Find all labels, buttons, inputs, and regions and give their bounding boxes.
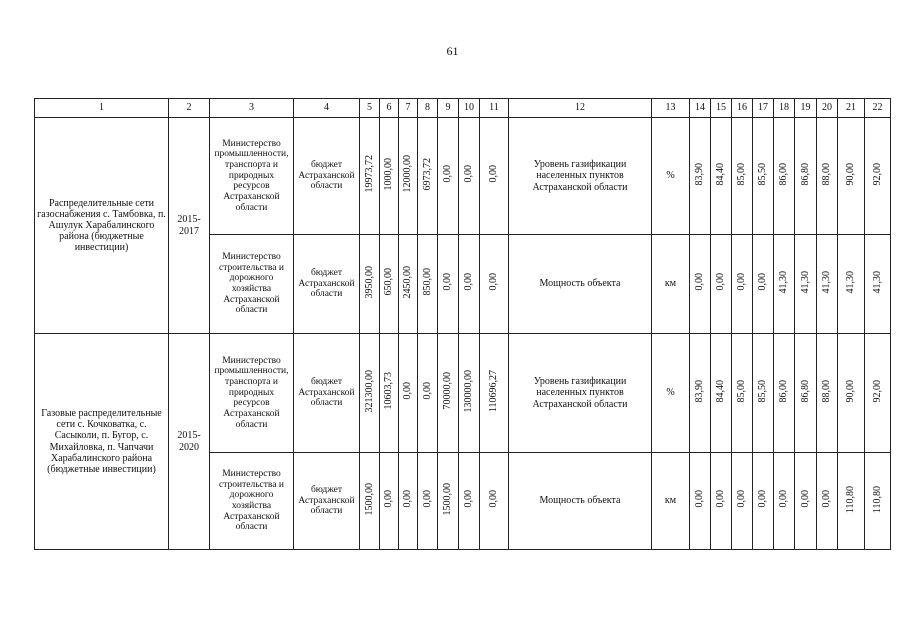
ministry-cell: Министерство промышленности, транспорта и природных ресурсов Астраханской области <box>210 334 294 453</box>
value-cell: 85,00 <box>732 334 753 453</box>
column-header: 20 <box>817 99 838 118</box>
unit-cell: % <box>652 118 690 235</box>
column-header: 6 <box>380 99 399 118</box>
finance-cell: 0,00 <box>418 453 438 550</box>
finance-cell: 3950,00 <box>360 235 380 334</box>
value-cell: 0,00 <box>774 453 795 550</box>
column-header: 2 <box>169 99 210 118</box>
finance-cell: 110696,27 <box>480 334 509 453</box>
value-cell: 41,30 <box>838 235 865 334</box>
column-header: 8 <box>418 99 438 118</box>
value-cell: 110,80 <box>865 453 891 550</box>
column-header: 1 <box>35 99 169 118</box>
value-cell: 0,00 <box>732 235 753 334</box>
value-cell: 0,00 <box>795 453 817 550</box>
value-cell: 86,80 <box>795 334 817 453</box>
value-cell: 0,00 <box>753 235 774 334</box>
indicator-cell: Уровень газификации населенных пунктов Астраханской области <box>509 334 652 453</box>
value-cell: 41,30 <box>817 235 838 334</box>
table-row <box>35 334 891 453</box>
finance-cell: 1000,00 <box>380 118 399 235</box>
column-header: 4 <box>294 99 360 118</box>
value-cell: 92,00 <box>865 118 891 235</box>
program-table <box>34 98 891 550</box>
indicator-cell: Уровень газификации населенных пунктов Астраханской области <box>509 118 652 235</box>
finance-cell: 70000,00 <box>438 334 459 453</box>
value-cell: 110,80 <box>838 453 865 550</box>
unit-cell: % <box>652 334 690 453</box>
value-cell: 41,30 <box>774 235 795 334</box>
column-header: 22 <box>865 99 891 118</box>
ministry-cell: Министерство строительства и дорожного хозяйства Астраханской области <box>210 235 294 334</box>
indicator-cell: Мощность объекта <box>509 453 652 550</box>
value-cell: 90,00 <box>838 118 865 235</box>
column-header: 18 <box>774 99 795 118</box>
finance-cell: 19973,72 <box>360 118 380 235</box>
value-cell: 0,00 <box>732 453 753 550</box>
value-cell: 88,00 <box>817 118 838 235</box>
column-header: 5 <box>360 99 380 118</box>
value-cell: 92,00 <box>865 334 891 453</box>
value-cell: 84,40 <box>711 118 732 235</box>
value-cell: 86,00 <box>774 118 795 235</box>
column-header: 16 <box>732 99 753 118</box>
finance-cell: 6973,72 <box>418 118 438 235</box>
object-name: Распределительные сети газоснабжения с. Тамбовка, п. Ашулук Харабалинского района (бюджетные инвестиции) <box>35 118 169 334</box>
value-cell: 83,90 <box>690 118 711 235</box>
budget-source: бюджет Астраханской области <box>294 334 360 453</box>
value-cell: 85,00 <box>732 118 753 235</box>
value-cell: 83,90 <box>690 334 711 453</box>
budget-source: бюджет Астраханской области <box>294 235 360 334</box>
value-cell: 85,50 <box>753 334 774 453</box>
finance-cell: 0,00 <box>418 334 438 453</box>
finance-cell: 0,00 <box>459 118 480 235</box>
object-name: Газовые распределительные сети с. Кочковатка, с. Сасыколи, п. Бугор, с. Михайловка, п. Чапчачи Харабалинского района (бюджетные инвестиции) <box>35 334 169 550</box>
finance-cell: 2450,00 <box>399 235 418 334</box>
value-cell: 41,30 <box>865 235 891 334</box>
column-header: 3 <box>210 99 294 118</box>
value-cell: 85,50 <box>753 118 774 235</box>
unit-cell: км <box>652 235 690 334</box>
table-row <box>35 118 891 235</box>
column-header: 13 <box>652 99 690 118</box>
finance-cell: 0,00 <box>399 453 418 550</box>
column-header: 12 <box>509 99 652 118</box>
value-cell: 0,00 <box>690 453 711 550</box>
value-cell: 41,30 <box>795 235 817 334</box>
period-years: 2015-2017 <box>169 118 210 334</box>
ministry-cell: Министерство промышленности, транспорта и природных ресурсов Астраханской области <box>210 118 294 235</box>
value-cell: 0,00 <box>711 235 732 334</box>
indicator-cell: Мощность объекта <box>509 235 652 334</box>
value-cell: 86,80 <box>795 118 817 235</box>
finance-cell: 0,00 <box>459 235 480 334</box>
value-cell: 0,00 <box>690 235 711 334</box>
column-header: 11 <box>480 99 509 118</box>
value-cell: 0,00 <box>711 453 732 550</box>
budget-source: бюджет Астраханской области <box>294 453 360 550</box>
column-header: 15 <box>711 99 732 118</box>
column-header: 14 <box>690 99 711 118</box>
column-header: 21 <box>838 99 865 118</box>
finance-cell: 0,00 <box>480 453 509 550</box>
period-years: 2015-2020 <box>169 334 210 550</box>
finance-cell: 0,00 <box>480 118 509 235</box>
finance-cell: 0,00 <box>438 118 459 235</box>
finance-cell: 0,00 <box>399 334 418 453</box>
column-header: 17 <box>753 99 774 118</box>
finance-cell: 0,00 <box>380 453 399 550</box>
finance-cell: 1500,00 <box>360 453 380 550</box>
finance-cell: 1500,00 <box>438 453 459 550</box>
budget-source: бюджет Астраханской области <box>294 118 360 235</box>
value-cell: 84,40 <box>711 334 732 453</box>
value-cell: 88,00 <box>817 334 838 453</box>
value-cell: 90,00 <box>838 334 865 453</box>
value-cell: 0,00 <box>753 453 774 550</box>
header-row <box>35 99 891 118</box>
unit-cell: км <box>652 453 690 550</box>
finance-cell: 12000,00 <box>399 118 418 235</box>
finance-cell: 10603,73 <box>380 334 399 453</box>
value-cell: 86,00 <box>774 334 795 453</box>
column-header: 9 <box>438 99 459 118</box>
finance-cell: 0,00 <box>459 453 480 550</box>
finance-cell: 0,00 <box>438 235 459 334</box>
column-header: 19 <box>795 99 817 118</box>
column-header: 10 <box>459 99 480 118</box>
ministry-cell: Министерство строительства и дорожного хозяйства Астраханской области <box>210 453 294 550</box>
value-cell: 0,00 <box>817 453 838 550</box>
finance-cell: 321300,00 <box>360 334 380 453</box>
finance-cell: 850,00 <box>418 235 438 334</box>
finance-cell: 0,00 <box>480 235 509 334</box>
column-header: 7 <box>399 99 418 118</box>
page-number: 61 <box>446 44 459 58</box>
finance-cell: 130000,00 <box>459 334 480 453</box>
finance-cell: 650,00 <box>380 235 399 334</box>
